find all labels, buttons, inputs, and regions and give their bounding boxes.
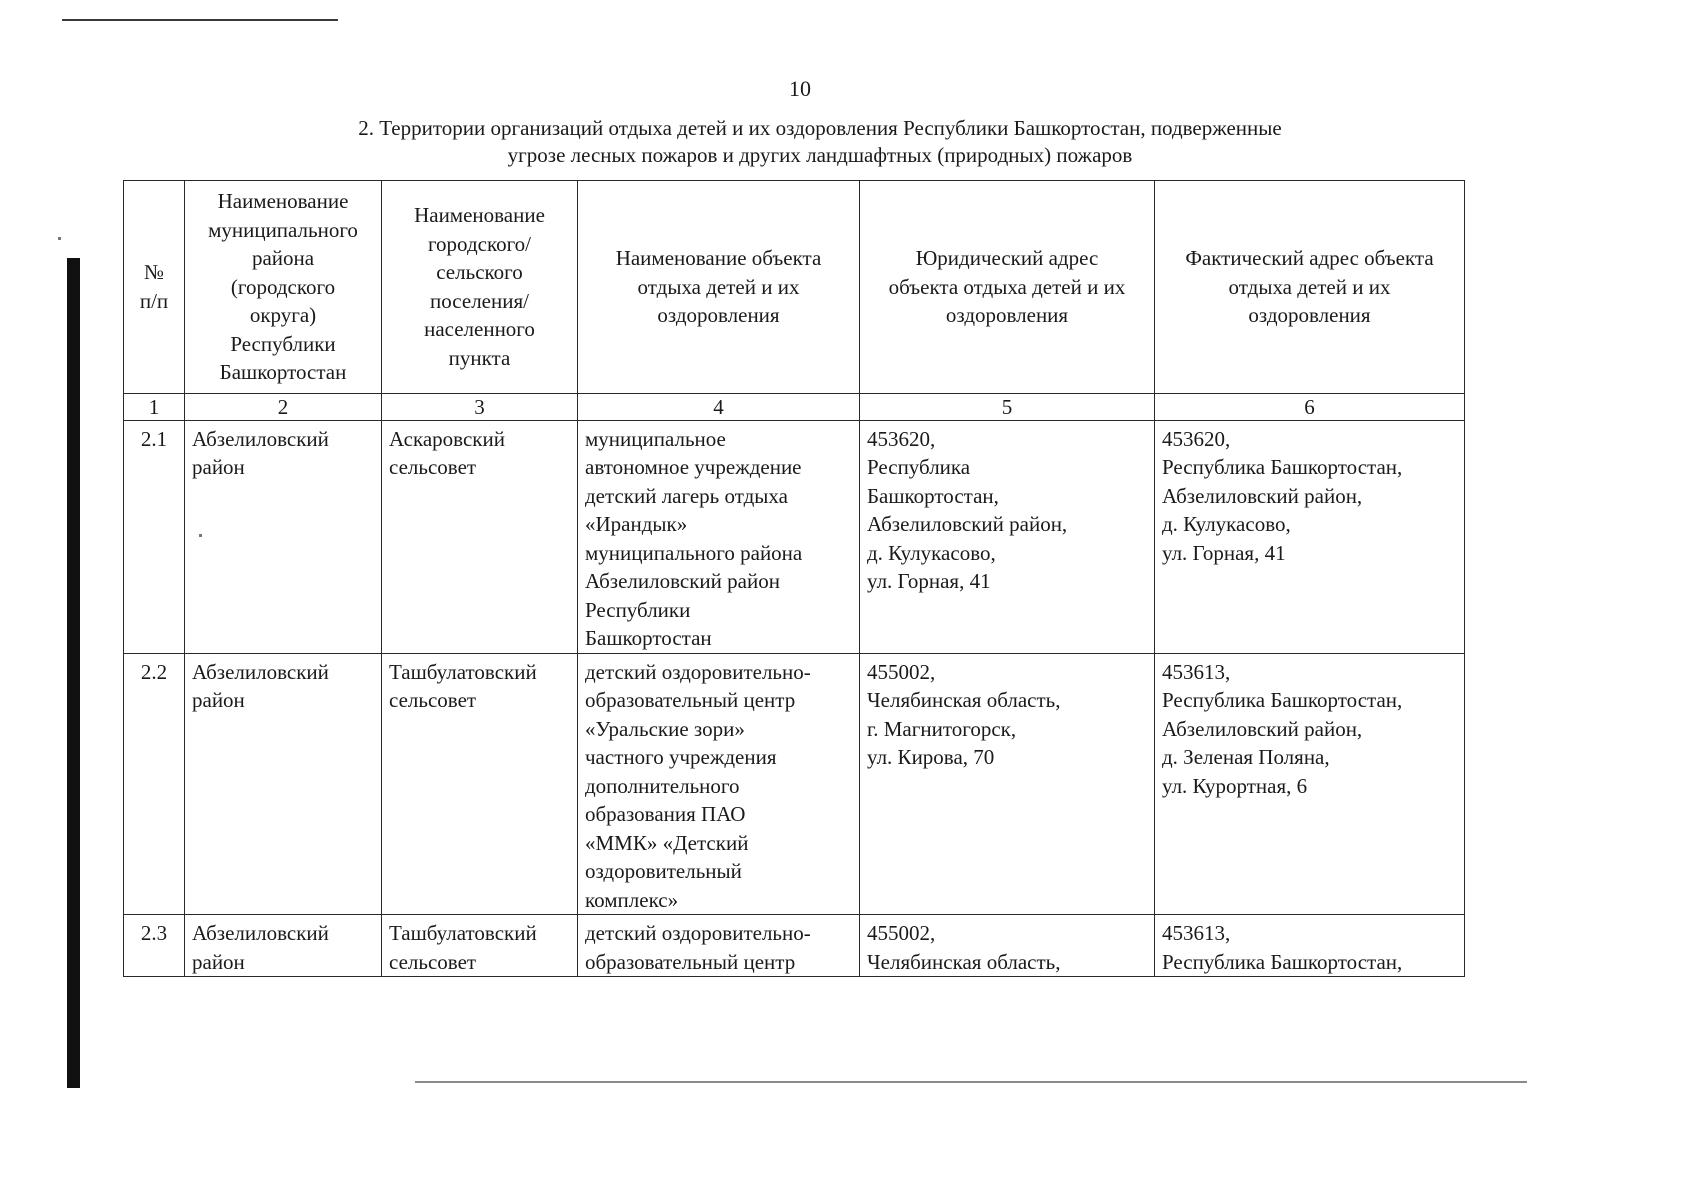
object-name-cell: муниципальное автономное учреждение детский лагерь отдыха «Ирандык» муниципального района Абзелиловский район Республики Башкортостан bbox=[578, 420, 860, 653]
header-cell-legal-address: Юридический адрес объекта отдыха детей и их оздоровления bbox=[860, 181, 1155, 394]
row-number: 2.3 bbox=[124, 915, 185, 977]
page-number: 10 bbox=[789, 76, 811, 101]
header-cell-object-name: Наименование объекта отдыха детей и их оздоровления bbox=[578, 181, 860, 394]
scan-edge-line-top bbox=[62, 19, 338, 21]
header-cell-number: № п/п bbox=[124, 181, 185, 394]
scan-speck bbox=[58, 237, 61, 240]
camps-fire-risk-table bbox=[123, 180, 1465, 977]
table-row bbox=[124, 915, 1465, 977]
title-line: 2. Территории организаций отдыха детей и их оздоровления Республики Башкортостан, подверженные bbox=[358, 116, 1282, 140]
scan-binding-shadow bbox=[67, 258, 80, 1088]
table-header-row bbox=[124, 181, 1465, 394]
actual-address-cell: 453613, Республика Башкортостан, bbox=[1155, 915, 1465, 977]
column-number: 5 bbox=[860, 393, 1155, 420]
column-number: 2 bbox=[185, 393, 382, 420]
district-cell: Абзелиловский район bbox=[185, 420, 382, 653]
column-number: 4 bbox=[578, 393, 860, 420]
settlement-cell: Ташбулатовский сельсовет bbox=[382, 653, 578, 915]
district-cell: Абзелиловский район bbox=[185, 653, 382, 915]
table-row bbox=[124, 420, 1465, 653]
header-cell-actual-address: Фактический адрес объекта отдыха детей и их оздоровления bbox=[1155, 181, 1465, 394]
settlement-cell: Ташбулатовский сельсовет bbox=[382, 915, 578, 977]
object-name-cell: детский оздоровительно- образовательный центр bbox=[578, 915, 860, 977]
column-number: 6 bbox=[1155, 393, 1465, 420]
header-cell-district: Наименование муниципального района (городского округа) Республики Башкортостан bbox=[185, 181, 382, 394]
column-number: 3 bbox=[382, 393, 578, 420]
row-number: 2.2 bbox=[124, 653, 185, 915]
document-title bbox=[210, 115, 1430, 169]
legal-address-cell: 453620, Республика Башкортостан, Абзелиловский район, д. Кулукасово, ул. Горная, 41 bbox=[860, 420, 1155, 653]
legal-address-cell: 455002, Челябинская область, г. Магнитогорск, ул. Кирова, 70 bbox=[860, 653, 1155, 915]
column-number: 1 bbox=[124, 393, 185, 420]
district-cell: Абзелиловский район bbox=[185, 915, 382, 977]
settlement-cell: Аскаровский сельсовет bbox=[382, 420, 578, 653]
title-line: угрозе лесных пожаров и других ландшафтных (природных) пожаров bbox=[507, 143, 1133, 167]
scan-edge-line-bottom bbox=[415, 1081, 1527, 1083]
object-name-cell: детский оздоровительно- образовательный центр «Уральские зори» частного учреждения дополнительного образования ПАО «ММК» «Детский оздоровительный комплекс» bbox=[578, 653, 860, 915]
actual-address-cell: 453613, Республика Башкортостан, Абзелиловский район, д. Зеленая Поляна, ул. Курортная, 6 bbox=[1155, 653, 1465, 915]
legal-address-cell: 455002, Челябинская область, bbox=[860, 915, 1155, 977]
actual-address-cell: 453620, Республика Башкортостан, Абзелиловский район, д. Кулукасово, ул. Горная, 41 bbox=[1155, 420, 1465, 653]
table-row bbox=[124, 653, 1465, 915]
column-number-row bbox=[124, 393, 1465, 420]
header-cell-settlement: Наименование городского/ сельского поселения/ населенного пункта bbox=[382, 181, 578, 394]
row-number: 2.1 bbox=[124, 420, 185, 653]
